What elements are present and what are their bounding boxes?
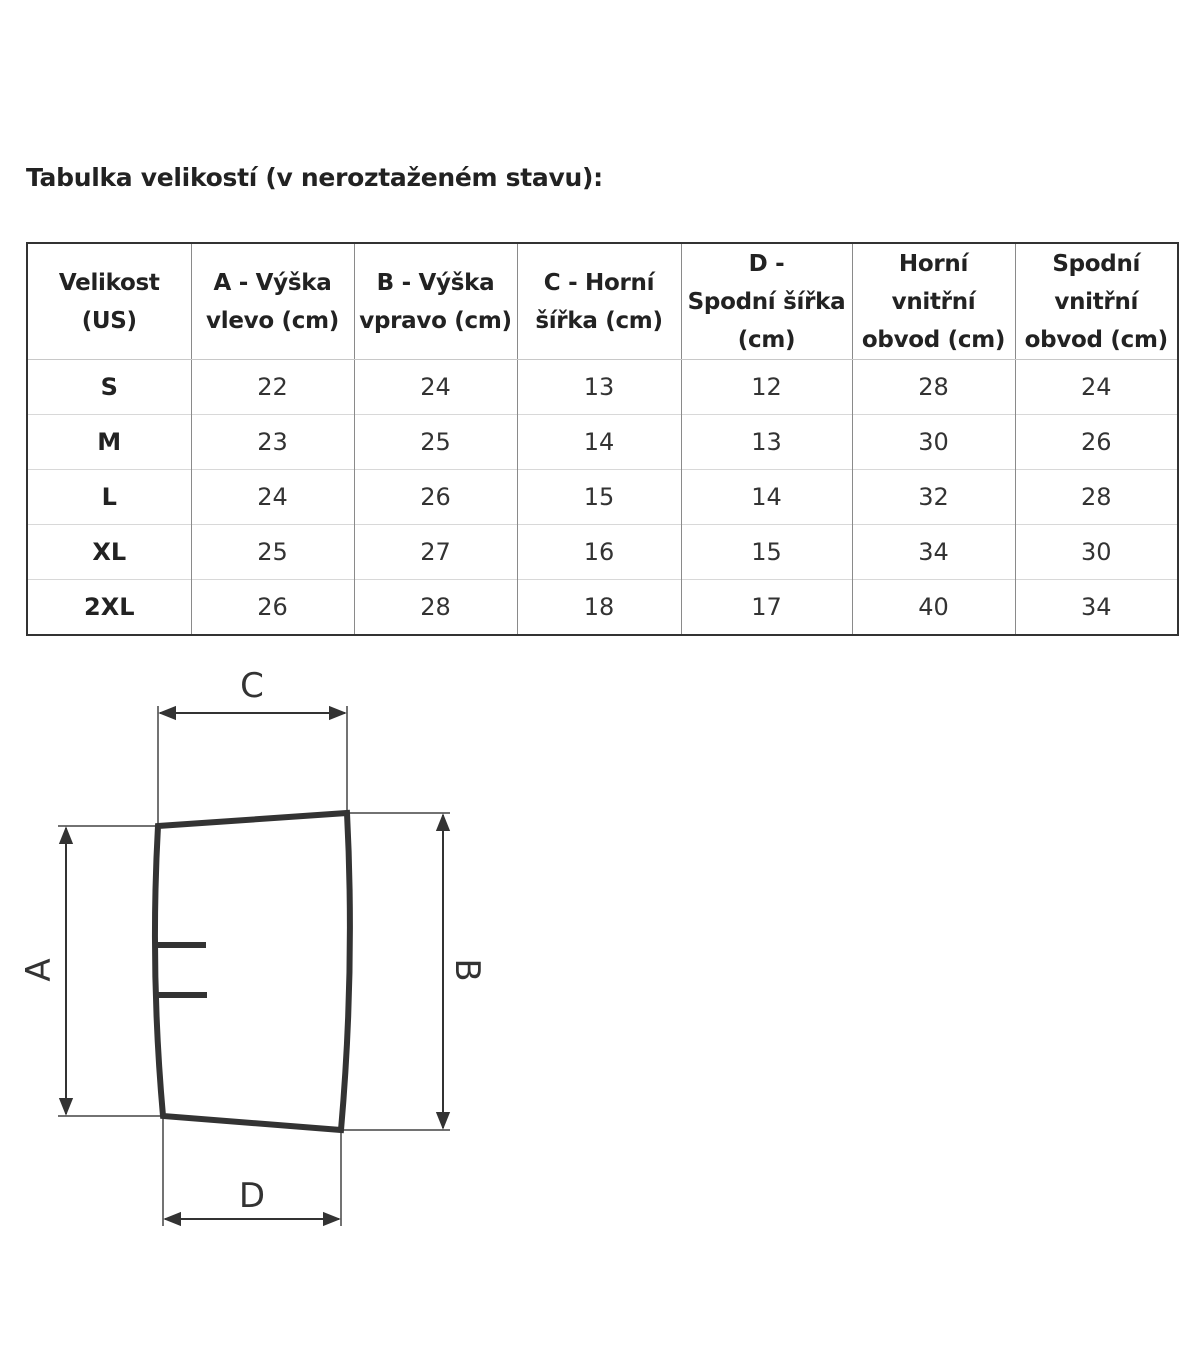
table-cell: 34: [852, 525, 1015, 580]
header-top-inner-circumference: Horní vnitřní obvod (cm): [852, 243, 1015, 360]
table-cell: 26: [354, 470, 517, 525]
table-cell: 13: [517, 360, 681, 415]
table-cell: 26: [191, 580, 354, 636]
table-cell: 13: [681, 415, 852, 470]
table-cell: 14: [517, 415, 681, 470]
table-cell: 40: [852, 580, 1015, 636]
size-cell: L: [27, 470, 191, 525]
extension-lines: [58, 706, 450, 1226]
table-cell: 24: [354, 360, 517, 415]
table-header-row: [27, 243, 1178, 360]
table-cell: 12: [681, 360, 852, 415]
table-cell: 23: [191, 415, 354, 470]
table-row: [27, 360, 1178, 415]
table-cell: 28: [852, 360, 1015, 415]
table-row: [27, 580, 1178, 636]
label-c: C: [240, 666, 264, 706]
header-size: Velikost (US): [27, 243, 191, 360]
table-row: [27, 525, 1178, 580]
table-cell: 17: [681, 580, 852, 636]
size-cell: M: [27, 415, 191, 470]
label-b: B: [447, 958, 487, 982]
table-cell: 34: [1015, 580, 1178, 636]
table-cell: 22: [191, 360, 354, 415]
table-cell: 24: [191, 470, 354, 525]
table-cell: 26: [1015, 415, 1178, 470]
header-c-top-width: C - Horní šířka (cm): [517, 243, 681, 360]
size-cell: S: [27, 360, 191, 415]
label-d: D: [238, 1176, 266, 1216]
table-cell: 28: [1015, 470, 1178, 525]
table-cell: 25: [191, 525, 354, 580]
size-chart-title: Tabulka velikostí (v neroztaženém stavu):: [26, 163, 603, 192]
table-cell: 27: [354, 525, 517, 580]
size-cell: XL: [27, 525, 191, 580]
dimension-arrows: [66, 713, 443, 1219]
table-cell: 18: [517, 580, 681, 636]
table-row: [27, 415, 1178, 470]
table-cell: 16: [517, 525, 681, 580]
header-d-bottom-width: D - Spodní šířka (cm): [681, 243, 852, 360]
garment-outline: [155, 813, 350, 1130]
header-a-left-height: A - Výška vlevo (cm): [191, 243, 354, 360]
table-cell: 25: [354, 415, 517, 470]
table-cell: 30: [852, 415, 1015, 470]
table-cell: 15: [681, 525, 852, 580]
header-b-right-height: B - Výška vpravo (cm): [354, 243, 517, 360]
table-cell: 28: [354, 580, 517, 636]
measurement-diagram: [0, 640, 520, 1240]
size-table: [26, 242, 1179, 636]
size-cell: 2XL: [27, 580, 191, 636]
table-cell: 15: [517, 470, 681, 525]
seam-markers: [155, 945, 207, 995]
label-a: A: [19, 958, 59, 982]
table-cell: 32: [852, 470, 1015, 525]
table-cell: 30: [1015, 525, 1178, 580]
table-cell: 14: [681, 470, 852, 525]
table-cell: 24: [1015, 360, 1178, 415]
header-bottom-inner-circumference: Spodní vnitřní obvod (cm): [1015, 243, 1178, 360]
table-row: [27, 470, 1178, 525]
